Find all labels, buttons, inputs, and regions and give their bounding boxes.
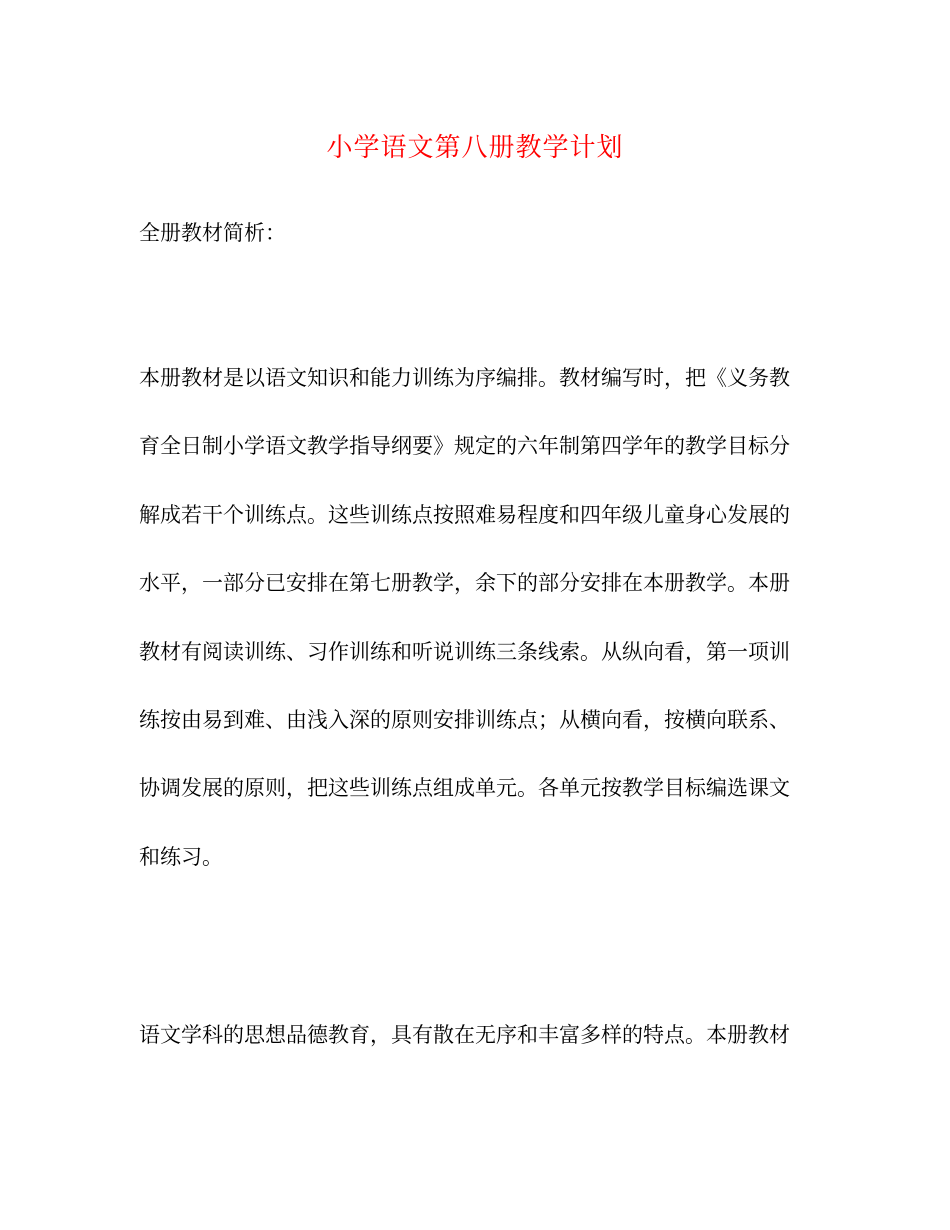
paragraph-line: 练按由易到难、由浅入深的原则安排训练点；从横向看，按横向联系、 — [139, 707, 790, 732]
paragraph-line: 协调发展的原则，把这些训练点组成单元。各单元按教学目标编选课文 — [139, 776, 790, 801]
paragraph-line: 解成若干个训练点。这些训练点按照难易程度和四年级儿童身心发展的 — [139, 502, 790, 527]
paragraph-line: 和练习。 — [139, 844, 223, 869]
document-title: 小学语文第八册教学计划 — [326, 133, 624, 163]
paragraph-material-analysis — [139, 363, 819, 910]
paragraph-moral-education — [139, 1020, 819, 1088]
paragraph-line: 育全日制小学语文教学指导纲要》规定的六年制第四学年的教学目标分 — [139, 434, 790, 459]
section-heading: 全册教材简析： — [139, 221, 286, 245]
paragraph-line: 语文学科的思想品德教育，具有散在无序和丰富多样的特点。本册教材 — [139, 1023, 790, 1047]
paragraph-line: 水平，一部分已安排在第七册教学，余下的部分安排在本册教学。本册 — [139, 571, 790, 596]
paragraph-line: 本册教材是以语文知识和能力训练为序编排。教材编写时，把《义务教 — [139, 366, 790, 390]
paragraph-line: 教材有阅读训练、习作训练和听说训练三条线索。从纵向看，第一项训 — [139, 639, 790, 664]
